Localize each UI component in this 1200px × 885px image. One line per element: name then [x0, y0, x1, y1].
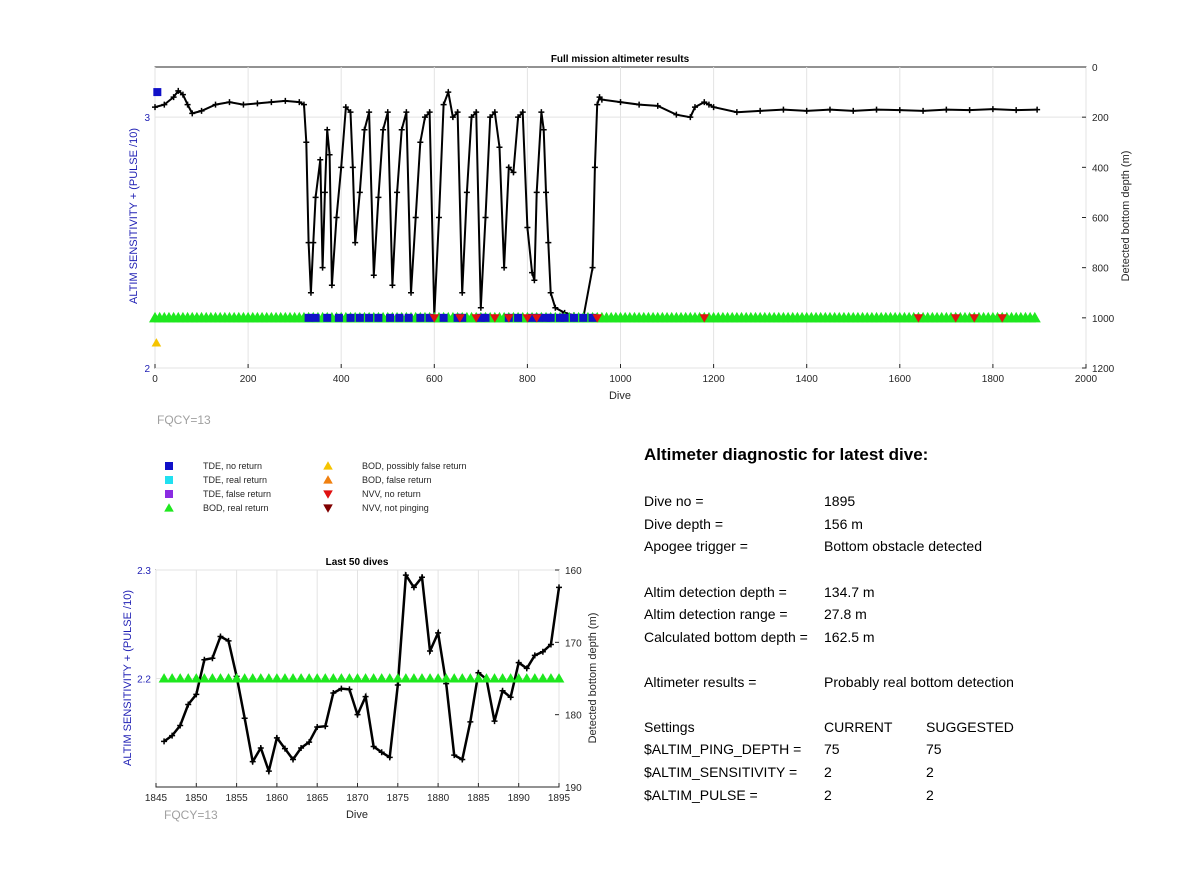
- last-50-dives-chart: [122, 557, 599, 822]
- x-tick-label: 1855: [225, 793, 248, 804]
- bottom-y-ticks-left: [137, 566, 151, 686]
- y-tick-label-right: 600: [1092, 213, 1109, 225]
- data-point: [440, 314, 448, 322]
- data-point: [356, 314, 364, 322]
- diag-label-detection-depth: Altim detection depth =: [644, 584, 787, 600]
- data-point: [365, 314, 373, 322]
- x-tick-label: 1885: [467, 793, 490, 804]
- legend-marker: [323, 490, 333, 498]
- data-point: [312, 314, 320, 322]
- data-point: [561, 314, 569, 322]
- data-point: [335, 314, 343, 322]
- diag-label-results: Altimeter results =: [644, 674, 757, 690]
- legend-label: BOD, possibly false return: [362, 461, 467, 471]
- setting-label-pulse: $ALTIM_PULSE =: [644, 787, 758, 803]
- setting-label-sensitivity: $ALTIM_SENSITIVITY =: [644, 764, 798, 780]
- top-fqcy-label: FQCY=13: [157, 413, 211, 427]
- x-tick-label: 1860: [265, 793, 289, 804]
- y-tick-label-right: 0: [1092, 63, 1098, 74]
- data-point: [395, 314, 403, 322]
- top-y-ticks-right: [1082, 63, 1115, 375]
- y-tick-label-right: 1200: [1092, 364, 1115, 375]
- y-tick-label-right: 1000: [1092, 313, 1115, 325]
- settings-header-label: Settings: [644, 719, 695, 735]
- data-point: [153, 88, 161, 96]
- top-x-label: Dive: [608, 390, 632, 402]
- setting-suggested-pulse: 2: [926, 787, 934, 803]
- legend-label: NVV, no return: [362, 489, 421, 499]
- x-tick-label: 1870: [346, 793, 369, 804]
- y-tick-label-right: 400: [1092, 163, 1109, 175]
- x-tick-label: 2000: [1074, 374, 1098, 385]
- legend-marker: [323, 475, 333, 483]
- data-point: [514, 314, 522, 322]
- data-point: [547, 314, 555, 322]
- x-tick-label: 1875: [386, 793, 409, 804]
- diag-label-apogee: Apogee trigger =: [644, 538, 748, 554]
- bottom-x-label: Dive: [345, 809, 369, 821]
- y-tick-label-right: 180: [565, 710, 582, 722]
- bottom-y-label-left: ALTIM SENSITIVITY + (PULSE /10): [122, 590, 134, 766]
- setting-current-pulse: 2: [824, 787, 832, 803]
- data-point: [386, 314, 394, 322]
- legend-marker: [165, 490, 173, 498]
- x-tick-label: 1200: [702, 374, 725, 385]
- top-y-label-left: ALTIM SENSITIVITY + (PULSE /10): [128, 128, 140, 304]
- legend-marker: [165, 476, 173, 484]
- legend-marker: [323, 461, 333, 469]
- x-tick-label: 1865: [306, 793, 329, 804]
- top-y-label-right: Detected bottom depth (m): [1120, 150, 1132, 282]
- legend-label: BOD, real return: [203, 503, 269, 513]
- diag-label-dive-no: Dive no =: [644, 493, 704, 509]
- settings-header-suggested: SUGGESTED: [926, 719, 1014, 735]
- diag-value-dive-no: 1895: [824, 493, 856, 509]
- x-tick-label: 1880: [426, 793, 450, 804]
- legend-label: TDE, no return: [203, 461, 263, 471]
- data-point: [579, 314, 587, 322]
- x-tick-label: 200: [239, 374, 257, 385]
- x-tick-label: 1895: [547, 793, 571, 804]
- top-y-ticks-left: [144, 113, 150, 375]
- y-tick-label-right: 190: [565, 783, 582, 794]
- x-tick-label: 1400: [795, 374, 818, 385]
- diag-label-dive-depth: Dive depth =: [644, 516, 723, 532]
- diag-value-apogee: Bottom obstacle detected: [824, 538, 982, 554]
- data-point: [482, 314, 490, 322]
- top-chart-title: Full mission altimeter results: [550, 54, 690, 65]
- y-tick-label-right: 800: [1092, 263, 1109, 275]
- x-tick-label: 1600: [888, 374, 911, 385]
- data-point: [374, 314, 382, 322]
- x-tick-label: 1845: [144, 793, 168, 804]
- bottom-y-label-right: Detected bottom depth (m): [587, 612, 599, 744]
- y-tick-label-left: 2.3: [137, 566, 151, 577]
- setting-current-ping-depth: 75: [824, 741, 840, 757]
- legend-marker: [323, 504, 333, 512]
- diag-label-bottom-depth: Calculated bottom depth =: [644, 629, 808, 645]
- legend-label: TDE, false return: [203, 489, 272, 499]
- data-point: [305, 314, 313, 322]
- diag-value-detection-depth: 134.7 m: [824, 584, 875, 600]
- setting-suggested-sensitivity: 2: [926, 764, 934, 780]
- diag-value-bottom-depth: 162.5 m: [824, 629, 875, 645]
- legend-marker: [165, 462, 173, 470]
- x-tick-label: 0: [152, 374, 158, 385]
- y-tick-label-left: 2: [144, 364, 150, 375]
- x-tick-label: 800: [519, 374, 536, 385]
- y-tick-label-right: 170: [565, 638, 582, 650]
- y-tick-label-right: 160: [565, 566, 582, 577]
- x-tick-label: 600: [425, 374, 443, 385]
- x-tick-label: 1890: [507, 793, 530, 804]
- diagnostic-title: Altimeter diagnostic for latest dive:: [644, 445, 929, 464]
- y-tick-label-right: 200: [1092, 113, 1109, 125]
- full-mission-chart: [128, 54, 1132, 427]
- data-point: [416, 314, 424, 322]
- legend-label: NVV, not pinging: [362, 503, 429, 513]
- x-tick-label: 400: [332, 374, 350, 385]
- bottom-chart-title: Last 50 dives: [325, 557, 389, 568]
- data-point: [405, 314, 413, 322]
- setting-label-ping-depth: $ALTIM_PING_DEPTH =: [644, 741, 802, 757]
- setting-current-sensitivity: 2: [824, 764, 832, 780]
- data-point: [570, 314, 578, 322]
- diag-label-detection-range: Altim detection range =: [644, 606, 788, 622]
- bottom-fqcy-label: FQCY=13: [164, 808, 218, 822]
- data-point: [347, 314, 355, 322]
- y-tick-label-left: 3: [144, 113, 150, 125]
- x-tick-label: 1800: [981, 374, 1005, 385]
- legend-label: TDE, real return: [203, 475, 268, 485]
- x-tick-label: 1850: [185, 793, 208, 804]
- legend-label: BOD, false return: [362, 475, 432, 485]
- y-tick-label-left: 2.2: [137, 674, 151, 686]
- legend-marker: [164, 503, 174, 511]
- data-point: [323, 314, 331, 322]
- settings-header-current: CURRENT: [824, 719, 893, 735]
- diag-value-detection-range: 27.8 m: [824, 606, 867, 622]
- x-tick-label: 1000: [609, 374, 632, 385]
- legend: [164, 461, 466, 513]
- setting-suggested-ping-depth: 75: [926, 741, 942, 757]
- diag-value-results: Probably real bottom detection: [824, 674, 1014, 690]
- diag-value-dive-depth: 156 m: [824, 516, 863, 532]
